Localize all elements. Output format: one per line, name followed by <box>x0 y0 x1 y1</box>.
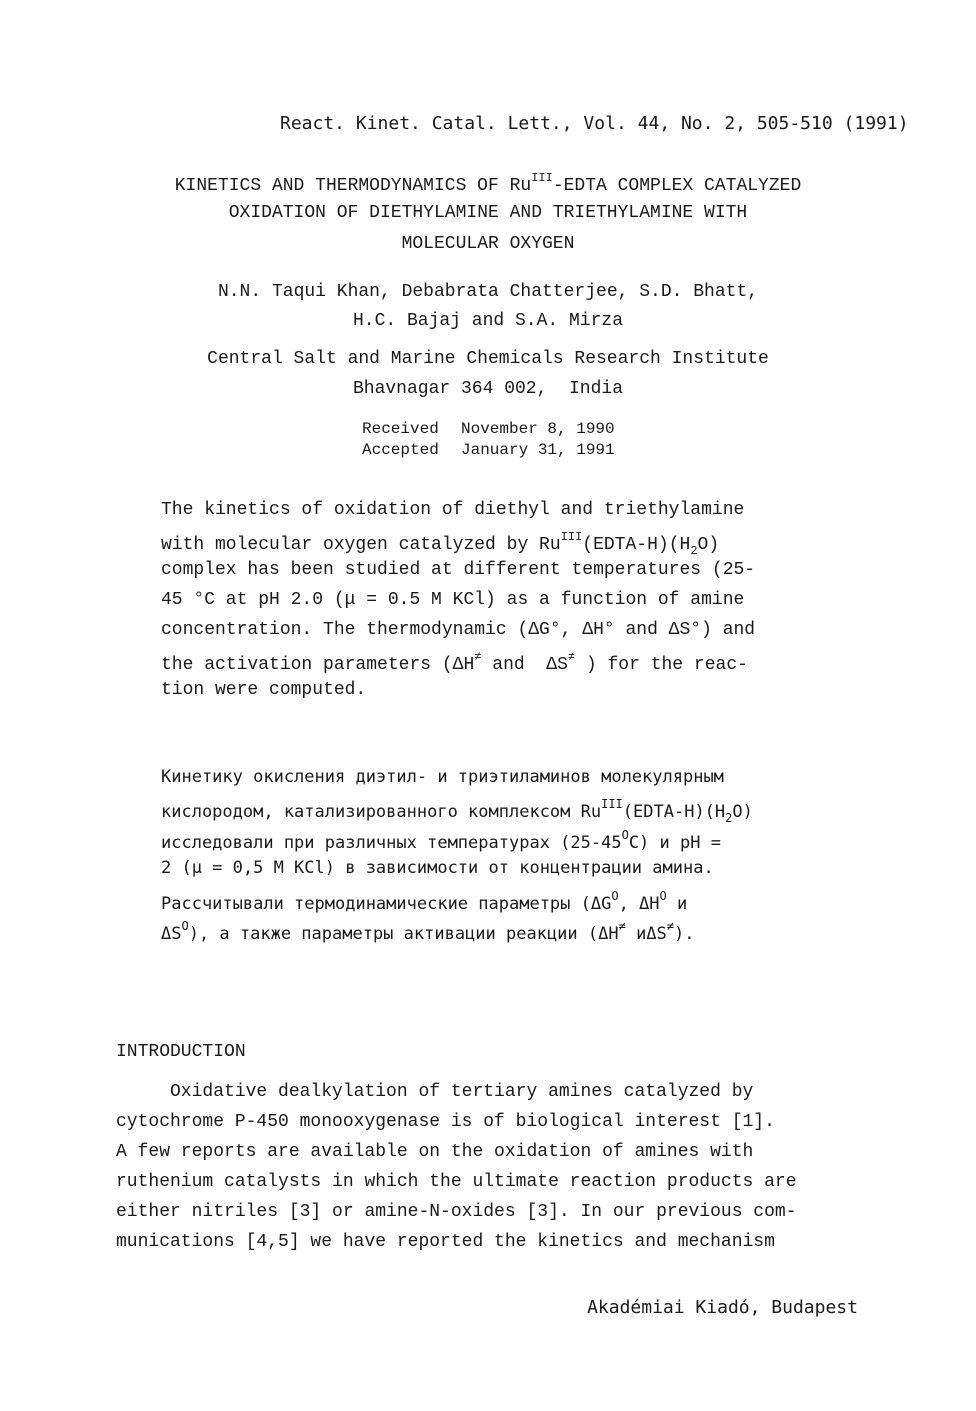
abstract-ru-l3-a: исследовали при различных температурах (25-45 <box>161 833 622 853</box>
abstract-en-l2-c: O) <box>697 535 720 555</box>
abstract-ru-l5-b: , ΔH <box>618 894 660 914</box>
intro-line-6: munications [4,5] we have reported the kinetics and mechanism <box>116 1232 775 1252</box>
abstract-en-l2-a: with molecular oxygen catalyzed by Ru <box>161 535 561 555</box>
authors-line-1: N.N. Taqui Khan, Debabrata Chatterjee, S.D. Bhatt, <box>217 282 759 302</box>
title-line-3: MOLECULAR OXYGEN <box>401 234 575 254</box>
title-line-1 <box>0 171 976 196</box>
abstract-ru-l6-c: иΔS <box>625 924 667 944</box>
received-date: November 8, 1990 <box>461 420 615 438</box>
abstract-en-line-6 <box>161 650 748 675</box>
authors-line-2: H.C. Bajaj and S.A. Mirza <box>352 311 624 331</box>
abstract-ru-l2-sup: III <box>601 797 623 811</box>
abstract-ru-l5-a: Рассчитывали термодинамические параметры (ΔG <box>161 894 612 914</box>
intro-line-1: Oxidative dealkylation of tertiary amines catalyzed by <box>116 1082 754 1102</box>
title-text-b: -EDTA COMPLEX CATALYZED <box>552 176 802 196</box>
abstract-en-l6-sup-1: ≠ <box>474 650 482 664</box>
abstract-en-l6-b: and ΔS <box>481 655 568 675</box>
abstract-ru-line-2 <box>161 797 753 825</box>
abstract-ru-l6-a: ΔS <box>161 924 182 944</box>
abstract-ru-line-4: 2 (μ = 0,5 M KCl) в зависимости от концентрации амина. <box>161 858 714 878</box>
abstract-ru-l3-b: C) и pH = <box>628 833 721 853</box>
affiliation-line-1: Central Salt and Marine Chemicals Research Institute <box>207 349 769 369</box>
abstract-ru-line-3 <box>161 828 721 853</box>
abstract-ru-l3-sup: O <box>621 828 629 842</box>
introduction-heading: INTRODUCTION <box>116 1042 246 1062</box>
title-superscript: III <box>531 171 553 185</box>
abstract-ru-l2-sub: 2 <box>725 811 733 825</box>
abstract-ru-l2-a: кислородом, катализированного комплексом Ru <box>161 802 602 822</box>
abstract-ru-l2-b: (EDTA-H)(H <box>622 802 726 822</box>
accepted-label: Accepted <box>362 441 439 459</box>
abstract-en-line-5: concentration. The thermodynamic (ΔG°, ΔH° and ΔS°) and <box>161 620 756 640</box>
abstract-en-l6-c: ) for the reac- <box>575 655 748 675</box>
abstract-ru-line-1: Кинетику окисления диэтил- и триэтиламинов молекулярным <box>161 767 724 787</box>
abstract-en-line-7: tion were computed. <box>161 680 367 700</box>
abstract-en-l2-sup: III <box>560 530 583 544</box>
journal-citation: React. Kinet. Catal. Lett., Vol. 44, No. 2, 505-510 (1991) <box>280 113 909 134</box>
abstract-ru-l6-sup-3: ≠ <box>666 919 675 933</box>
abstract-ru-line-5 <box>161 889 687 914</box>
title-line-2: OXIDATION OF DIETHYLAMINE AND TRIETHYLAMINE WITH <box>228 203 748 223</box>
abstract-ru-l6-sup-1: O <box>181 919 189 933</box>
publisher-footer: Akadémiai Kiadó, Budapest <box>587 1297 858 1318</box>
abstract-en-line-2 <box>161 530 719 558</box>
title-text-a: KINETICS AND THERMODYNAMICS OF Ru <box>174 176 532 196</box>
intro-line-5: either nitriles [3] or amine-N-oxides [3]. In our previous com- <box>116 1202 797 1222</box>
abstract-en-l2-sub: 2 <box>690 544 698 558</box>
intro-line-4: ruthenium catalysts in which the ultimate reaction products are <box>116 1172 797 1192</box>
abstract-ru-l6-b: ), а также параметры активации реакции (ΔH <box>188 924 619 944</box>
abstract-en-l2-b: (EDTA-H)(H <box>582 535 691 555</box>
abstract-ru-l6-sup-2: ≠ <box>618 919 626 933</box>
abstract-en-line-4: 45 °C at pH 2.0 (μ = 0.5 M KCl) as a function of amine <box>161 590 745 610</box>
abstract-ru-l6-d: ). <box>674 924 695 944</box>
affiliation-line-2: Bhavnagar 364 002, India <box>352 379 624 399</box>
accepted-date: January 31, 1991 <box>461 441 615 459</box>
abstract-ru-l2-c: O) <box>732 802 753 822</box>
received-label: Received <box>362 420 439 438</box>
abstract-en-line-1: The kinetics of oxidation of diethyl and triethylamine <box>161 500 745 520</box>
intro-line-3: A few reports are available on the oxidation of amines with <box>116 1142 754 1162</box>
abstract-ru-l5-sup-2: O <box>659 889 667 903</box>
intro-line-2: cytochrome P-450 monooxygenase is of biological interest [1]. <box>116 1112 775 1132</box>
abstract-ru-l5-sup-1: O <box>611 889 619 903</box>
abstract-ru-line-6 <box>161 919 695 944</box>
abstract-en-l6-sup-2: ≠ <box>567 650 576 664</box>
abstract-en-l6-a: the activation parameters (ΔH <box>161 655 475 675</box>
abstract-ru-l5-c: и <box>666 894 688 914</box>
abstract-en-line-3: complex has been studied at different temperatures (25- <box>161 560 756 580</box>
